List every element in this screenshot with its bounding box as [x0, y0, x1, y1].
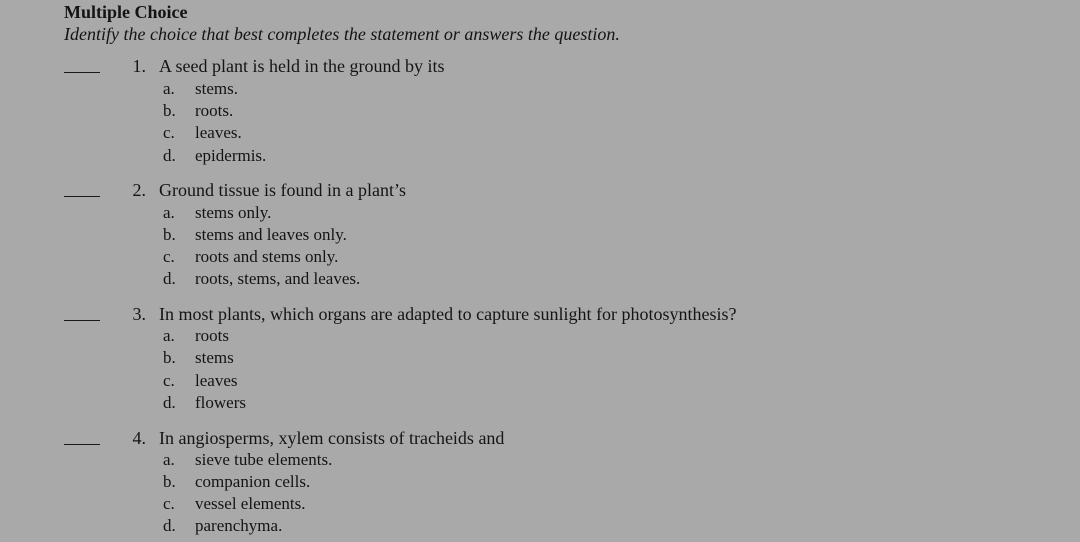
question-text: Ground tissue is found in a plant’s — [159, 180, 406, 200]
instructions-text: Identify the choice that best completes the statement or answers the question. — [64, 24, 620, 44]
choice-text: vessel elements. — [195, 494, 306, 513]
question-number: 2. — [132, 180, 146, 200]
question-3 — [0, 303, 1080, 418]
question-number: 1. — [132, 56, 146, 76]
choice-text: roots. — [195, 101, 234, 120]
choice-letter: c. — [163, 371, 175, 390]
choice-letter: b. — [163, 101, 176, 120]
choice-d — [0, 515, 800, 537]
choice-text: leaves. — [195, 123, 242, 142]
choice-text: roots, stems, and leaves. — [195, 269, 361, 288]
question-4 — [0, 427, 1080, 542]
choice-c — [0, 122, 800, 144]
choice-c — [0, 246, 800, 268]
choice-letter: c. — [163, 494, 175, 513]
choice-text: flowers — [195, 393, 246, 412]
question-2 — [0, 179, 1080, 294]
choice-letter: a. — [163, 450, 175, 469]
choice-d — [0, 145, 800, 167]
choice-letter: a. — [163, 79, 175, 98]
choice-letter: b. — [163, 348, 176, 367]
choice-d — [0, 268, 800, 290]
question-number: 3. — [132, 304, 146, 324]
choice-text: stems. — [195, 79, 238, 98]
choice-b — [0, 471, 800, 493]
question-text: In most plants, which organs are adapted to capture sunlight for photosynthesis? — [159, 304, 737, 324]
question-text: In angiosperms, xylem consists of tracheids and — [159, 428, 505, 448]
choice-d — [0, 392, 800, 414]
choice-letter: d. — [163, 516, 176, 535]
choice-a — [0, 78, 800, 100]
choice-letter: c. — [163, 247, 175, 266]
answer-blank[interactable] — [64, 196, 100, 197]
choice-letter: d. — [163, 269, 176, 288]
section-title: Multiple Choice — [64, 2, 188, 22]
choice-c — [0, 493, 800, 515]
choice-letter: b. — [163, 472, 176, 491]
choice-text: roots and stems only. — [195, 247, 339, 266]
choice-text: sieve tube elements. — [195, 450, 333, 469]
answer-blank[interactable] — [64, 72, 100, 73]
choice-letter: a. — [163, 326, 175, 345]
choice-b — [0, 347, 800, 369]
choice-text: roots — [195, 326, 229, 345]
choice-b — [0, 224, 800, 246]
choice-a — [0, 449, 800, 471]
choice-letter: b. — [163, 225, 176, 244]
question-1 — [0, 55, 1080, 170]
choice-text: stems and leaves only. — [195, 225, 347, 244]
choice-letter: d. — [163, 393, 176, 412]
question-number: 4. — [132, 428, 146, 448]
choice-c — [0, 370, 800, 392]
choice-letter: d. — [163, 146, 176, 165]
choice-letter: c. — [163, 123, 175, 142]
choice-text: epidermis. — [195, 146, 267, 165]
choice-text: companion cells. — [195, 472, 311, 491]
choice-text: stems — [195, 348, 234, 367]
question-text: A seed plant is held in the ground by its — [159, 56, 445, 76]
choice-a — [0, 202, 800, 224]
choice-text: stems only. — [195, 203, 272, 222]
answer-blank[interactable] — [64, 320, 100, 321]
choice-letter: a. — [163, 203, 175, 222]
answer-blank[interactable] — [64, 444, 100, 445]
choice-a — [0, 325, 800, 347]
choice-text: leaves — [195, 371, 238, 390]
choice-text: parenchyma. — [195, 516, 283, 535]
choice-b — [0, 100, 800, 122]
